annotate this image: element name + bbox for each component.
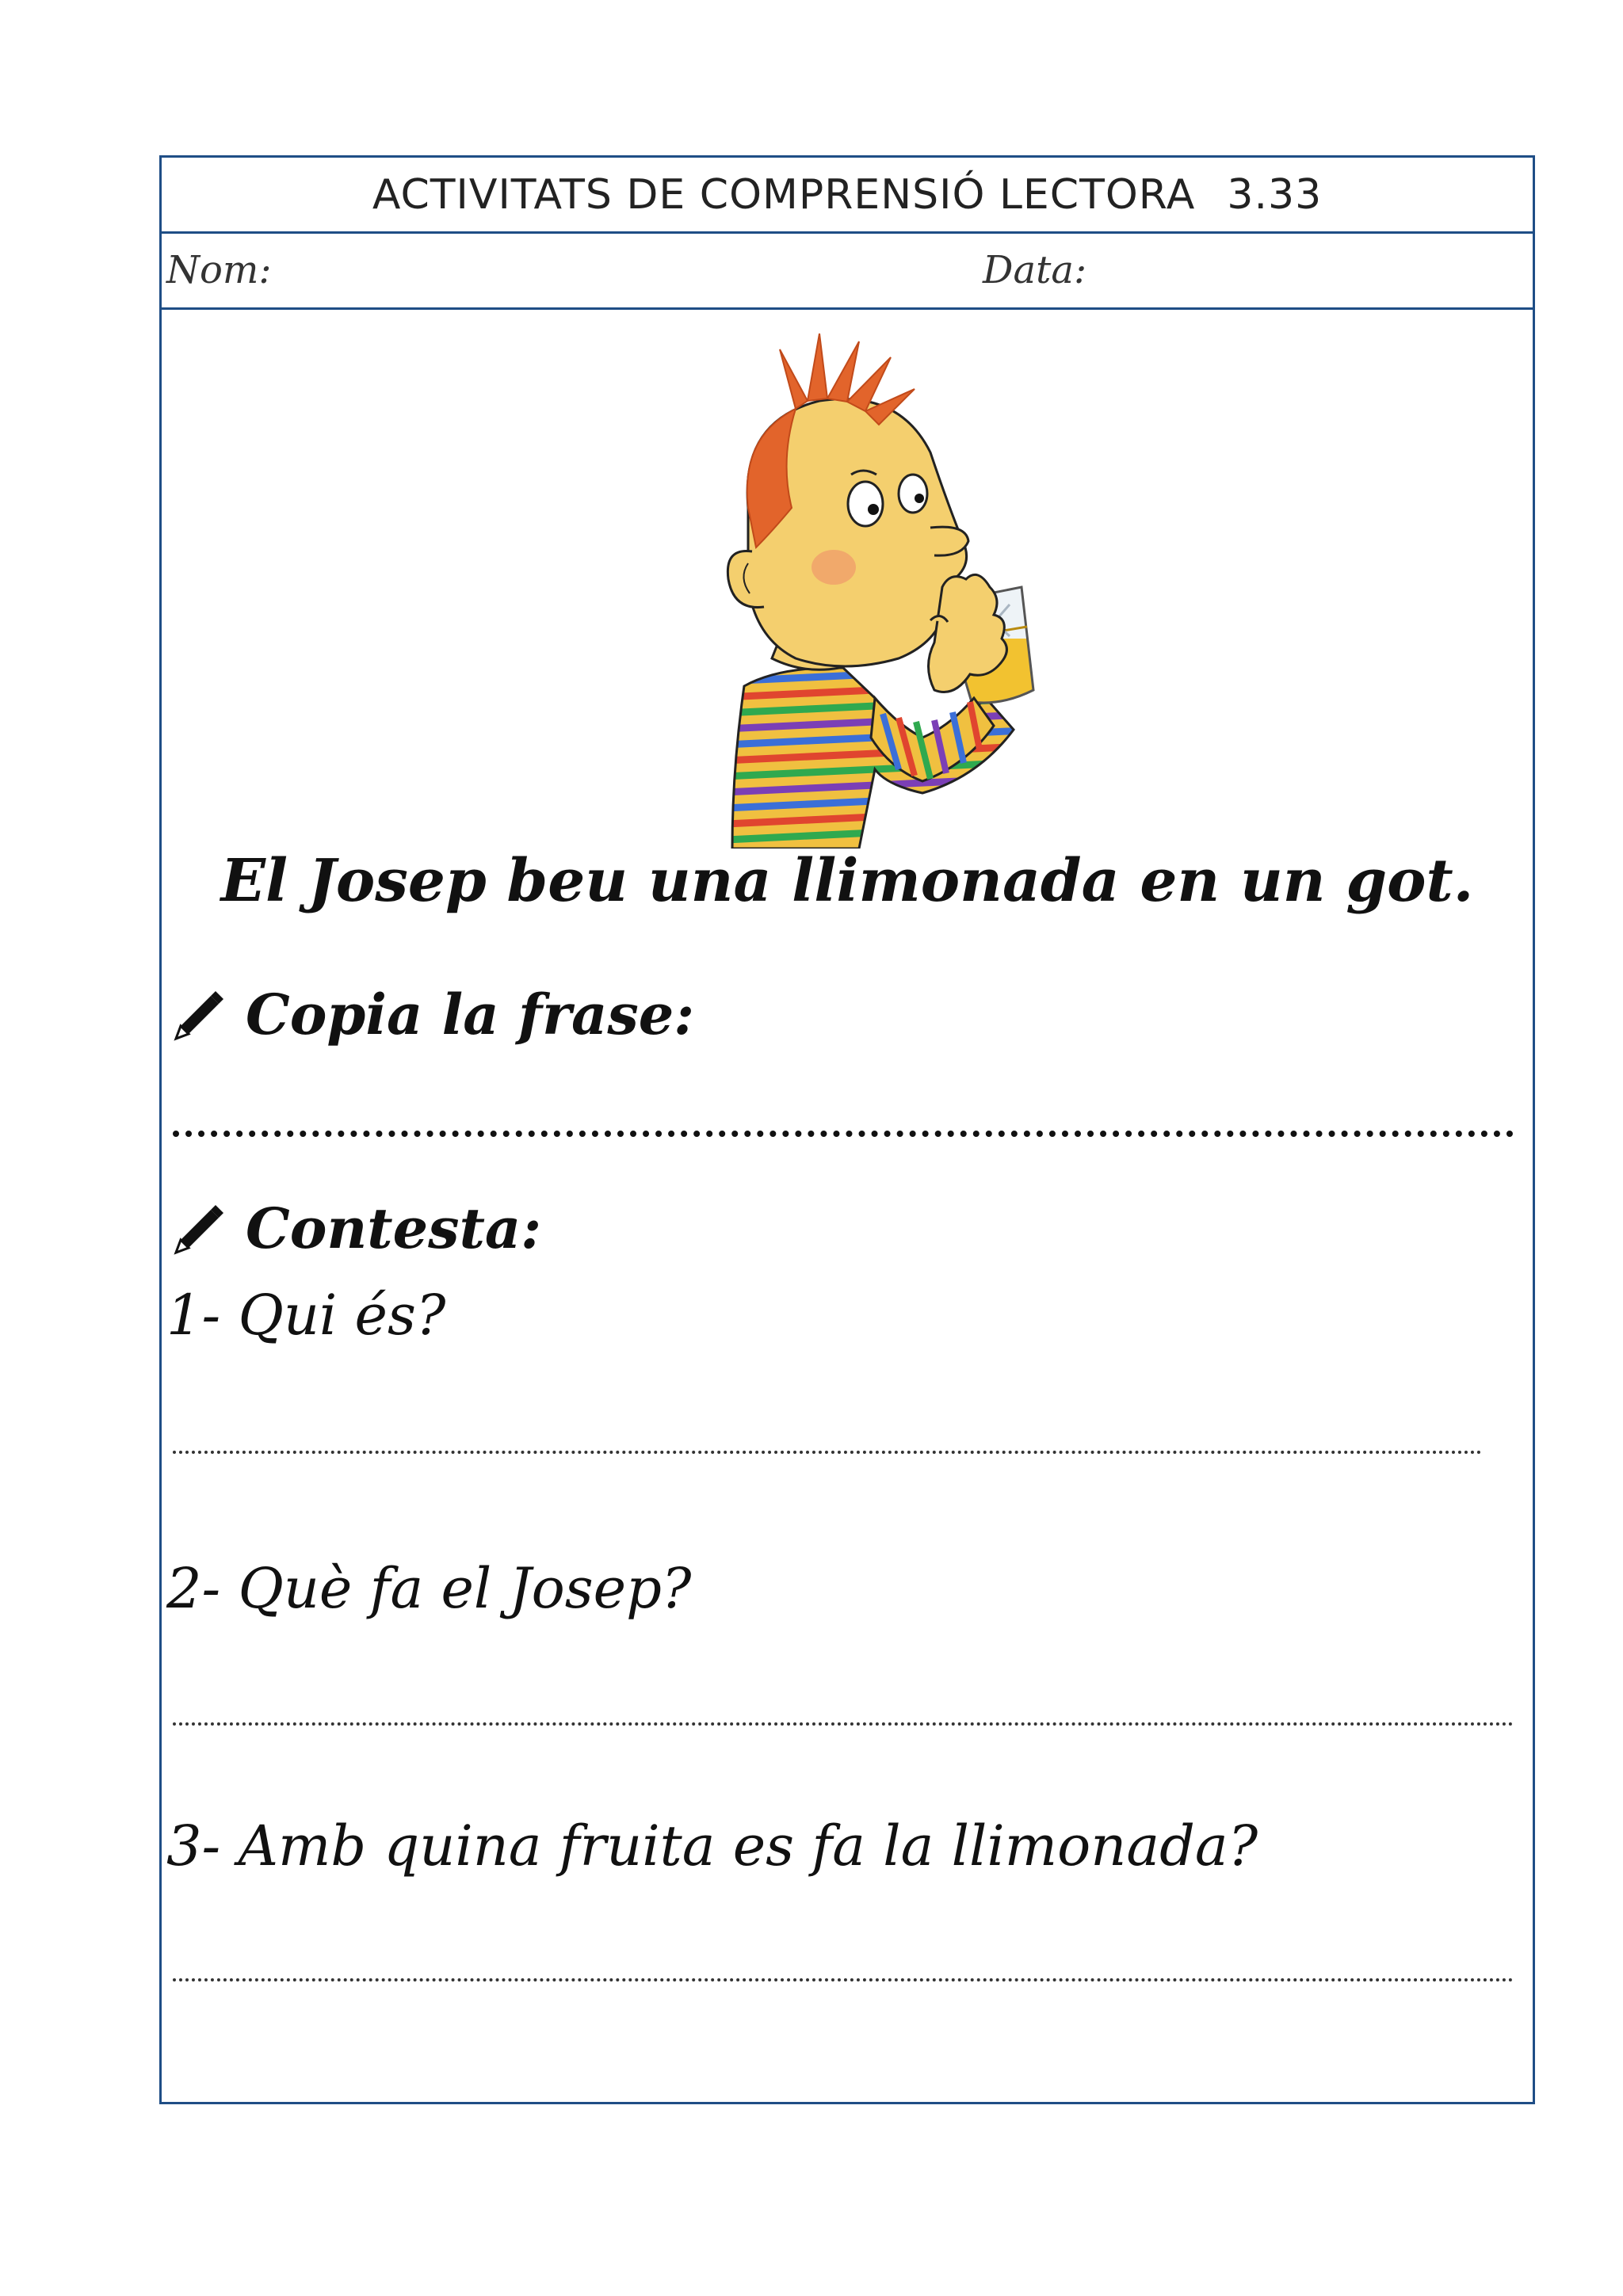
question-3: 3- Amb quina fruita es fa la llimonada?: [166, 1814, 1258, 1878]
title-row: [162, 158, 1533, 234]
pencil-icon: [170, 1199, 230, 1259]
worksheet-code: 3.33: [1227, 170, 1323, 219]
boy-drinking-illustration: [661, 326, 1232, 849]
copy-answer-line[interactable]: [173, 1131, 1514, 1137]
answer-line-2[interactable]: [173, 1722, 1514, 1726]
answer-line-3[interactable]: [173, 1978, 1514, 1981]
answer-line-1[interactable]: [173, 1451, 1482, 1454]
eye-right: [899, 475, 927, 513]
pencil-icon: [170, 985, 230, 1045]
eye-left: [848, 482, 883, 526]
question-1: 1- Qui és?: [166, 1283, 446, 1348]
date-label: Data:: [983, 248, 1087, 292]
task-copy: [170, 982, 694, 1047]
name-label: Nom:: [166, 248, 272, 292]
worksheet: [159, 155, 1535, 2104]
answer-instruction: Contesta:: [246, 1196, 542, 1261]
name-date-row: [162, 234, 1533, 310]
question-2: 2- Què fa el Josep?: [166, 1556, 692, 1621]
worksheet-title: ACTIVITATS DE COMPRENSIÓ LECTORA: [372, 170, 1196, 219]
reading-sentence: El Josep beu una llimonada en un got.: [220, 847, 1474, 915]
copy-instruction: Copia la frase:: [246, 982, 695, 1047]
task-answer: [170, 1196, 541, 1261]
